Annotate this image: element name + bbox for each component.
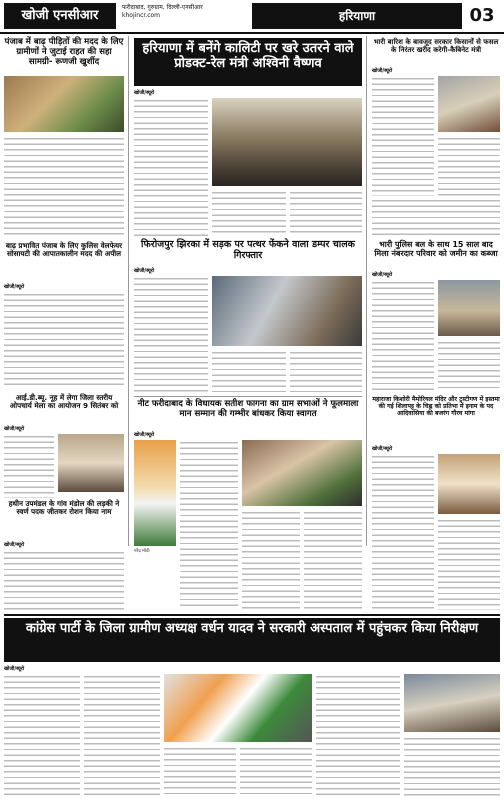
body-a8 — [4, 550, 124, 610]
body-a10b — [438, 518, 500, 610]
body-a6 — [372, 280, 434, 392]
photo-a2 — [212, 98, 362, 186]
photo-a7 — [58, 434, 124, 492]
photo-a1 — [4, 76, 124, 132]
body-a2-col1 — [134, 98, 208, 236]
divider — [4, 614, 500, 616]
headline-a7: आई.डी.ब्यू. नूह में लेगा जिला स्तरीय ओपचार्य मेला का आयोजन 9 सितंबर को — [9, 393, 119, 411]
section-title: हरियाणा — [252, 3, 462, 29]
byline-a9: खोजी/ब्यूरो — [134, 432, 155, 438]
headline-a5: फिरोजपुर झिरका में सड़क पर पत्थर फेंकने वाला डम्पर चालक गिरफ्तार — [141, 239, 355, 261]
headline-a3: भारी बारिश के बावजूद सरकार किसानों से फसल के निरंतर खरीद करेगी-कैबिनेट मंत्री — [373, 38, 499, 55]
headline-a11: कांग्रेस पार्टी के जिला ग्रामीण अध्यक्ष वर्धन यादव ने सरकारी अस्पताल में पहुंचकर किया निरीक्षण — [4, 618, 500, 662]
headline-a9: नीट फरीदाबाद के विधायक सतीश फागना का ग्राम सभाओं ने फूलमाला मान सम्मान की गम्भीर बांधकर किया स्वागत — [137, 399, 359, 419]
byline-a8: खोजी/ब्यूरो — [4, 542, 25, 548]
photo-a11 — [164, 674, 312, 742]
photo-a6 — [438, 280, 500, 336]
byline-a2: खोजी/ब्यूरो — [134, 90, 155, 96]
body-a9-col2 — [242, 510, 300, 610]
body-a11-col4 — [240, 746, 312, 796]
ad-photo — [134, 440, 176, 546]
info-line-1: फरीदाबाद, गुरुग्राम, दिल्ली-एनसीआर — [122, 4, 203, 11]
body-a5-col2 — [212, 350, 286, 392]
divider — [134, 396, 362, 397]
photo-a3 — [438, 76, 500, 132]
body-a11-col1 — [4, 674, 80, 796]
body-a11-col2 — [84, 674, 160, 796]
body-a3b — [438, 136, 500, 196]
masthead-info — [122, 4, 242, 20]
headline-a2: हरियाणा में बनेंगे कालिटी पर खरे उतरने वाले प्रोडक्ट-रेल मंत्री अश्विनी वैष्णव — [134, 38, 362, 86]
body-a9-col3 — [304, 510, 362, 610]
masthead-title: खोजी एनसीआर — [4, 3, 116, 29]
body-a11-col3 — [164, 746, 236, 796]
photo-a5 — [212, 276, 362, 346]
byline-a5: खोजी/ब्यूरो — [134, 268, 155, 274]
page-number: 03 — [469, 5, 495, 26]
byline-a7: खोजी/ब्यूरो — [4, 426, 25, 432]
divider — [366, 36, 367, 546]
headline-a6: भारी पुलिस बल के साथ 15 साल बाद मिला नंबरदार परिवार को जमीन का कब्जा — [374, 240, 498, 259]
body-a11-col6 — [404, 736, 500, 796]
body-a7 — [4, 434, 54, 498]
divider — [128, 36, 129, 546]
body-a2-col2 — [212, 190, 286, 236]
headline-a4: बाढ़ प्रभावित पंजाब के लिए कुलिस वेलफेयर सोसायटी की आपातकालीन मदद की अपील — [5, 241, 123, 259]
body-a5-col1 — [134, 276, 208, 392]
ad-caption: नरेंद्र मोदी — [134, 549, 150, 554]
masthead-bar — [0, 0, 504, 34]
byline-a4: खोजी/ब्यूरो — [4, 284, 25, 290]
info-line-2: khojincr.com — [122, 12, 161, 19]
byline-a3: खोजी/ब्यूरो — [372, 68, 393, 74]
headline-a10: महाराजा किशोरी मैमोरियल मंदिर और ट्रस्टीगण में इस्तमा की गई शिलापट्ट के चिह्न को प्रतिभा में इनाम के पद आदिवासिया की बजरंग गौरव मांगा — [372, 396, 500, 418]
body-a4 — [4, 292, 124, 388]
body-a5-col3 — [290, 350, 362, 392]
photo-a9 — [242, 440, 362, 506]
byline-a6: खोजी/ब्यूरो — [372, 272, 393, 278]
photo-a11b — [404, 674, 500, 732]
body-a6b — [438, 340, 500, 392]
body-a2-col3 — [290, 190, 362, 236]
body-a10 — [372, 454, 434, 610]
photo-a10 — [438, 454, 500, 514]
headline-a8: हथीन उपमंडल के गांव मंडोल की लड़की ने स्वर्ण पदक जीतकर रोशन किया नाम — [8, 499, 120, 517]
body-a1 — [4, 136, 124, 238]
byline-a11: खोजी/ब्यूरो — [4, 666, 25, 672]
byline-a10: खोजी/ब्यूरो — [372, 446, 393, 452]
body-a3c — [372, 198, 500, 236]
body-a9-col1 — [180, 440, 238, 610]
body-a3 — [372, 76, 434, 196]
headline-a1: पंजाब में बाढ़ पीड़ितों की मदद के लिए ग्रामीणों ने जुटाई राहत की सहा सामग्री- रूणजी खुर्शीद — [4, 37, 124, 67]
body-a11-col5 — [316, 674, 400, 796]
